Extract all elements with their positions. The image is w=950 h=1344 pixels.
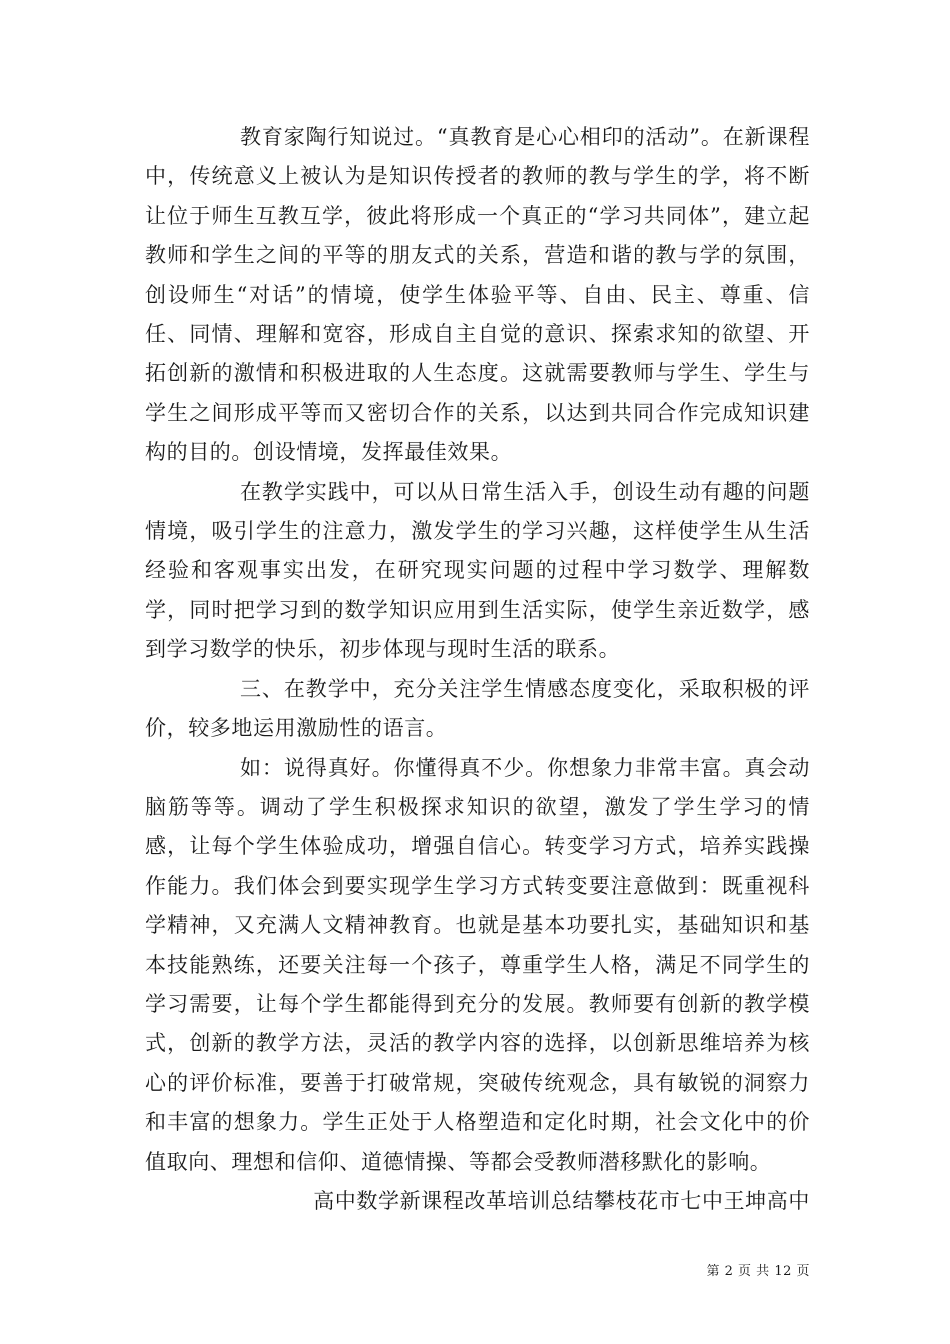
paragraph-3: 三、在教学中，充分关注学生情感态度变化，采取积极的评价，较多地运用激励性的语言。	[145, 676, 810, 741]
paragraph-1: 教育家陶行知说过。“真教育是心心相印的活动”。在新课程中，传统意义上被认为是知识传授者的教师的教与学生的学，将不断让位于师生互教互学，彼此将形成一个真正的“学习共同体”，建立起教师和学生之间的平等的朋友式的关系，营造和谐的教与学的氛围，创设师生“对话”的情境，使学生体验平等、自由、民主、尊重、信任、同情、理解和宽容，形成自主自觉的意识、探索求知的欲望、开拓创新的激情和积极进取的人生态度。这就需要教师与学生、学生与学生之间形成平等而又密切合作的关系，以达到共同合作完成知识建构的目的。创设情境，发挥最佳效果。	[145, 125, 810, 465]
next-document-title: 高中数学新课程改革培训总结攀枝花市七中王坤高中	[313, 1188, 810, 1213]
page-number: 第 2 页 共 12 页	[706, 1264, 810, 1279]
paragraph-4: 如：说得真好。你懂得真不少。你想象力非常丰富。真会动脑筋等等。调动了学生积极探求知识的欲望，激发了学生学习的情感，让每个学生体验成功，增强自信心。转变学习方式，培养实践操作能力。我们体会到要实现学生学习方式转变要注意做到：既重视科学精神，又充满人文精神教育。也就是基本功要扎实，基础知识和基本技能熟练，还要关注每一个孩子，尊重学生人格，满足不同学生的学习需要，让每个学生都能得到充分的发展。教师要有创新的教学模式，创新的教学方法，灵活的教学内容的选择，以创新思维培养为核心的评价标准，要善于打破常规，突破传统观念，具有敏锐的洞察力和丰富的想象力。学生正处于人格塑造和定化时期，社会文化中的价值取向、理想和信仰、道德情操、等都会受教师潜移默化的影响。	[145, 755, 810, 1174]
document-body	[145, 118, 810, 1221]
paragraph-2: 在教学实践中，可以从日常生活入手，创设生动有趣的问题情境，吸引学生的注意力，激发学生的学习兴趣，这样使学生从生活经验和客观事实出发，在研究现实问题的过程中学习数学、理解数学，同时把学习到的数学知识应用到生活实际，使学生亲近数学，感到学习数学的快乐，初步体现与现时生活的联系。	[145, 479, 810, 662]
